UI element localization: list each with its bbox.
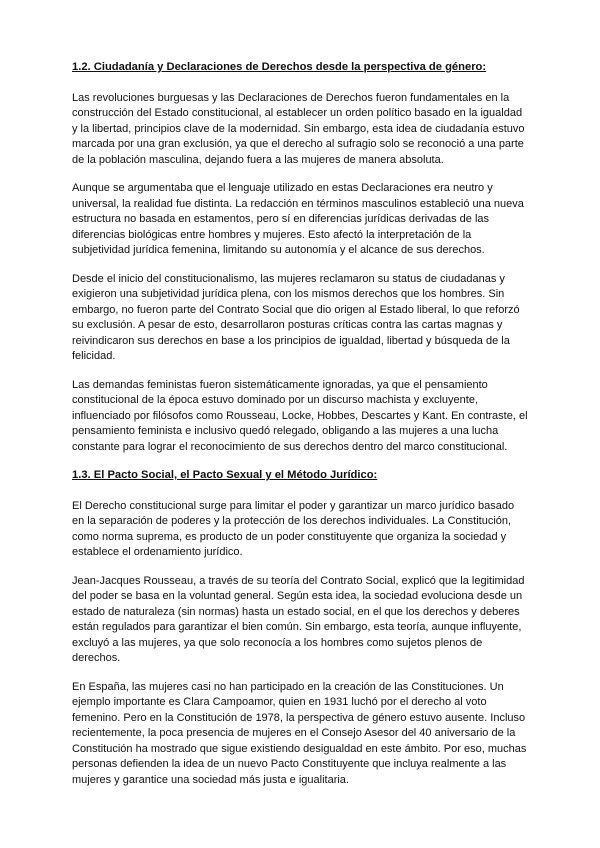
section-heading: 1.3. El Pacto Social, el Pacto Sexual y el Método Jurídico: (72, 469, 378, 481)
paragraph: En España, las mujeres casi no han participado en la creación de las Constituciones. Un ejemplo importante es Clara Campoamor, quien en 1931 luchó por el derecho al voto femenino. Pero en la Constitución de 1978, la perspectiva de género estuvo ausente. Incluso recientemente, la poca presencia de mujeres en el Consejo Asesor del 40 aniversario de la Constitución ha mostrado que sigue existiendo desigualdad en este ámbito. Por eso, muchas personas defienden la idea de un nuevo Pacto Constituyente que incluya realmente a las mujeres y garantice una sociedad más justa e igualitaria. (72, 680, 527, 786)
section-heading: 1.2. Ciudadanía y Declaraciones de Derechos desde la perspectiva de género: (72, 61, 487, 73)
paragraph: Aunque se argumentaba que el lenguaje utilizado en estas Declaraciones era neutro y universal, la realidad fue distinta. La redacción en términos masculinos estableció una nueva estructura no basada en estamentos, pero sí en diferencias jurídicas derivadas de las diferencias biológicas entre hombres y mujeres. Esto afectó la interpretación de la subjetividad jurídica femenina, limitando su autonomía y el alcance de sus derechos. (72, 182, 524, 256)
paragraph: El Derecho constitucional surge para limitar el poder y garantizar un marco jurídico basado en la separación de poderes y la protección de los derechos individuales. La Constitución, como norma suprema, es producto de un poder constituyente que organiza la sociedad y establece el ordenamiento jurídico. (72, 499, 515, 558)
document-page (72, 60, 528, 801)
paragraph: Las revoluciones burguesas y las Declaraciones de Derechos fueron fundamentales en la construcción del Estado constitucional, al establecer un orden político basado en la igualdad y la libertad, principios clave de la modernidad. Sin embargo, esta idea de ciudadanía estuvo marcada por una gran exclusión, ya que el derecho al sufragio solo se reconoció a una parte de la población masculina, dejando fuera a las mujeres de manera absoluta. (72, 91, 525, 166)
paragraph: Jean-Jacques Rousseau, a través de su teoría del Contrato Social, explicó que la legitimidad del poder se basa en la voluntad general. Según esta idea, la sociedad evoluciona desde un estado de naturaleza (sin normas) hasta un estado social, en el que los derechos y deberes están regulados para garantizar el bien común. Sin embargo, esta teoría, aunque influyente, excluyó a las mujeres, ya que solo reconocía a los hombres como sujetos plenos de derechos. (72, 574, 525, 664)
section-ciudadania (72, 60, 528, 455)
section-pacto-social (72, 468, 528, 788)
paragraph: Desde el inicio del constitucionalismo, las mujeres reclamaron su status de ciudadanas y exigieron una subjetividad jurídica plena, con los mismos derechos que los hombres. Sin embargo, no fueron parte del Contrato Social que dio origen al Estado liberal, lo que reforzó su exclusión. A pesar de esto, desarrollaron posturas críticas contra las cartas magnas y reivindicaron sus derechos en base a los principios de igualdad, libertad y búsqueda de la felicidad. (72, 272, 520, 362)
paragraph: Las demandas feministas fueron sistemáticamente ignoradas, ya que el pensamiento constitucional de la época estuvo dominado por un discurso machista y excluyente, influenciado por filósofos como Rousseau, Locke, Hobbes, Descartes y Kant. En contraste, el pensamiento feminista e inclusivo quedó relegado, obligando a las mujeres a una lucha constante para lograr el reconocimiento de sus derechos dentro del marco constitucional. (72, 378, 528, 453)
